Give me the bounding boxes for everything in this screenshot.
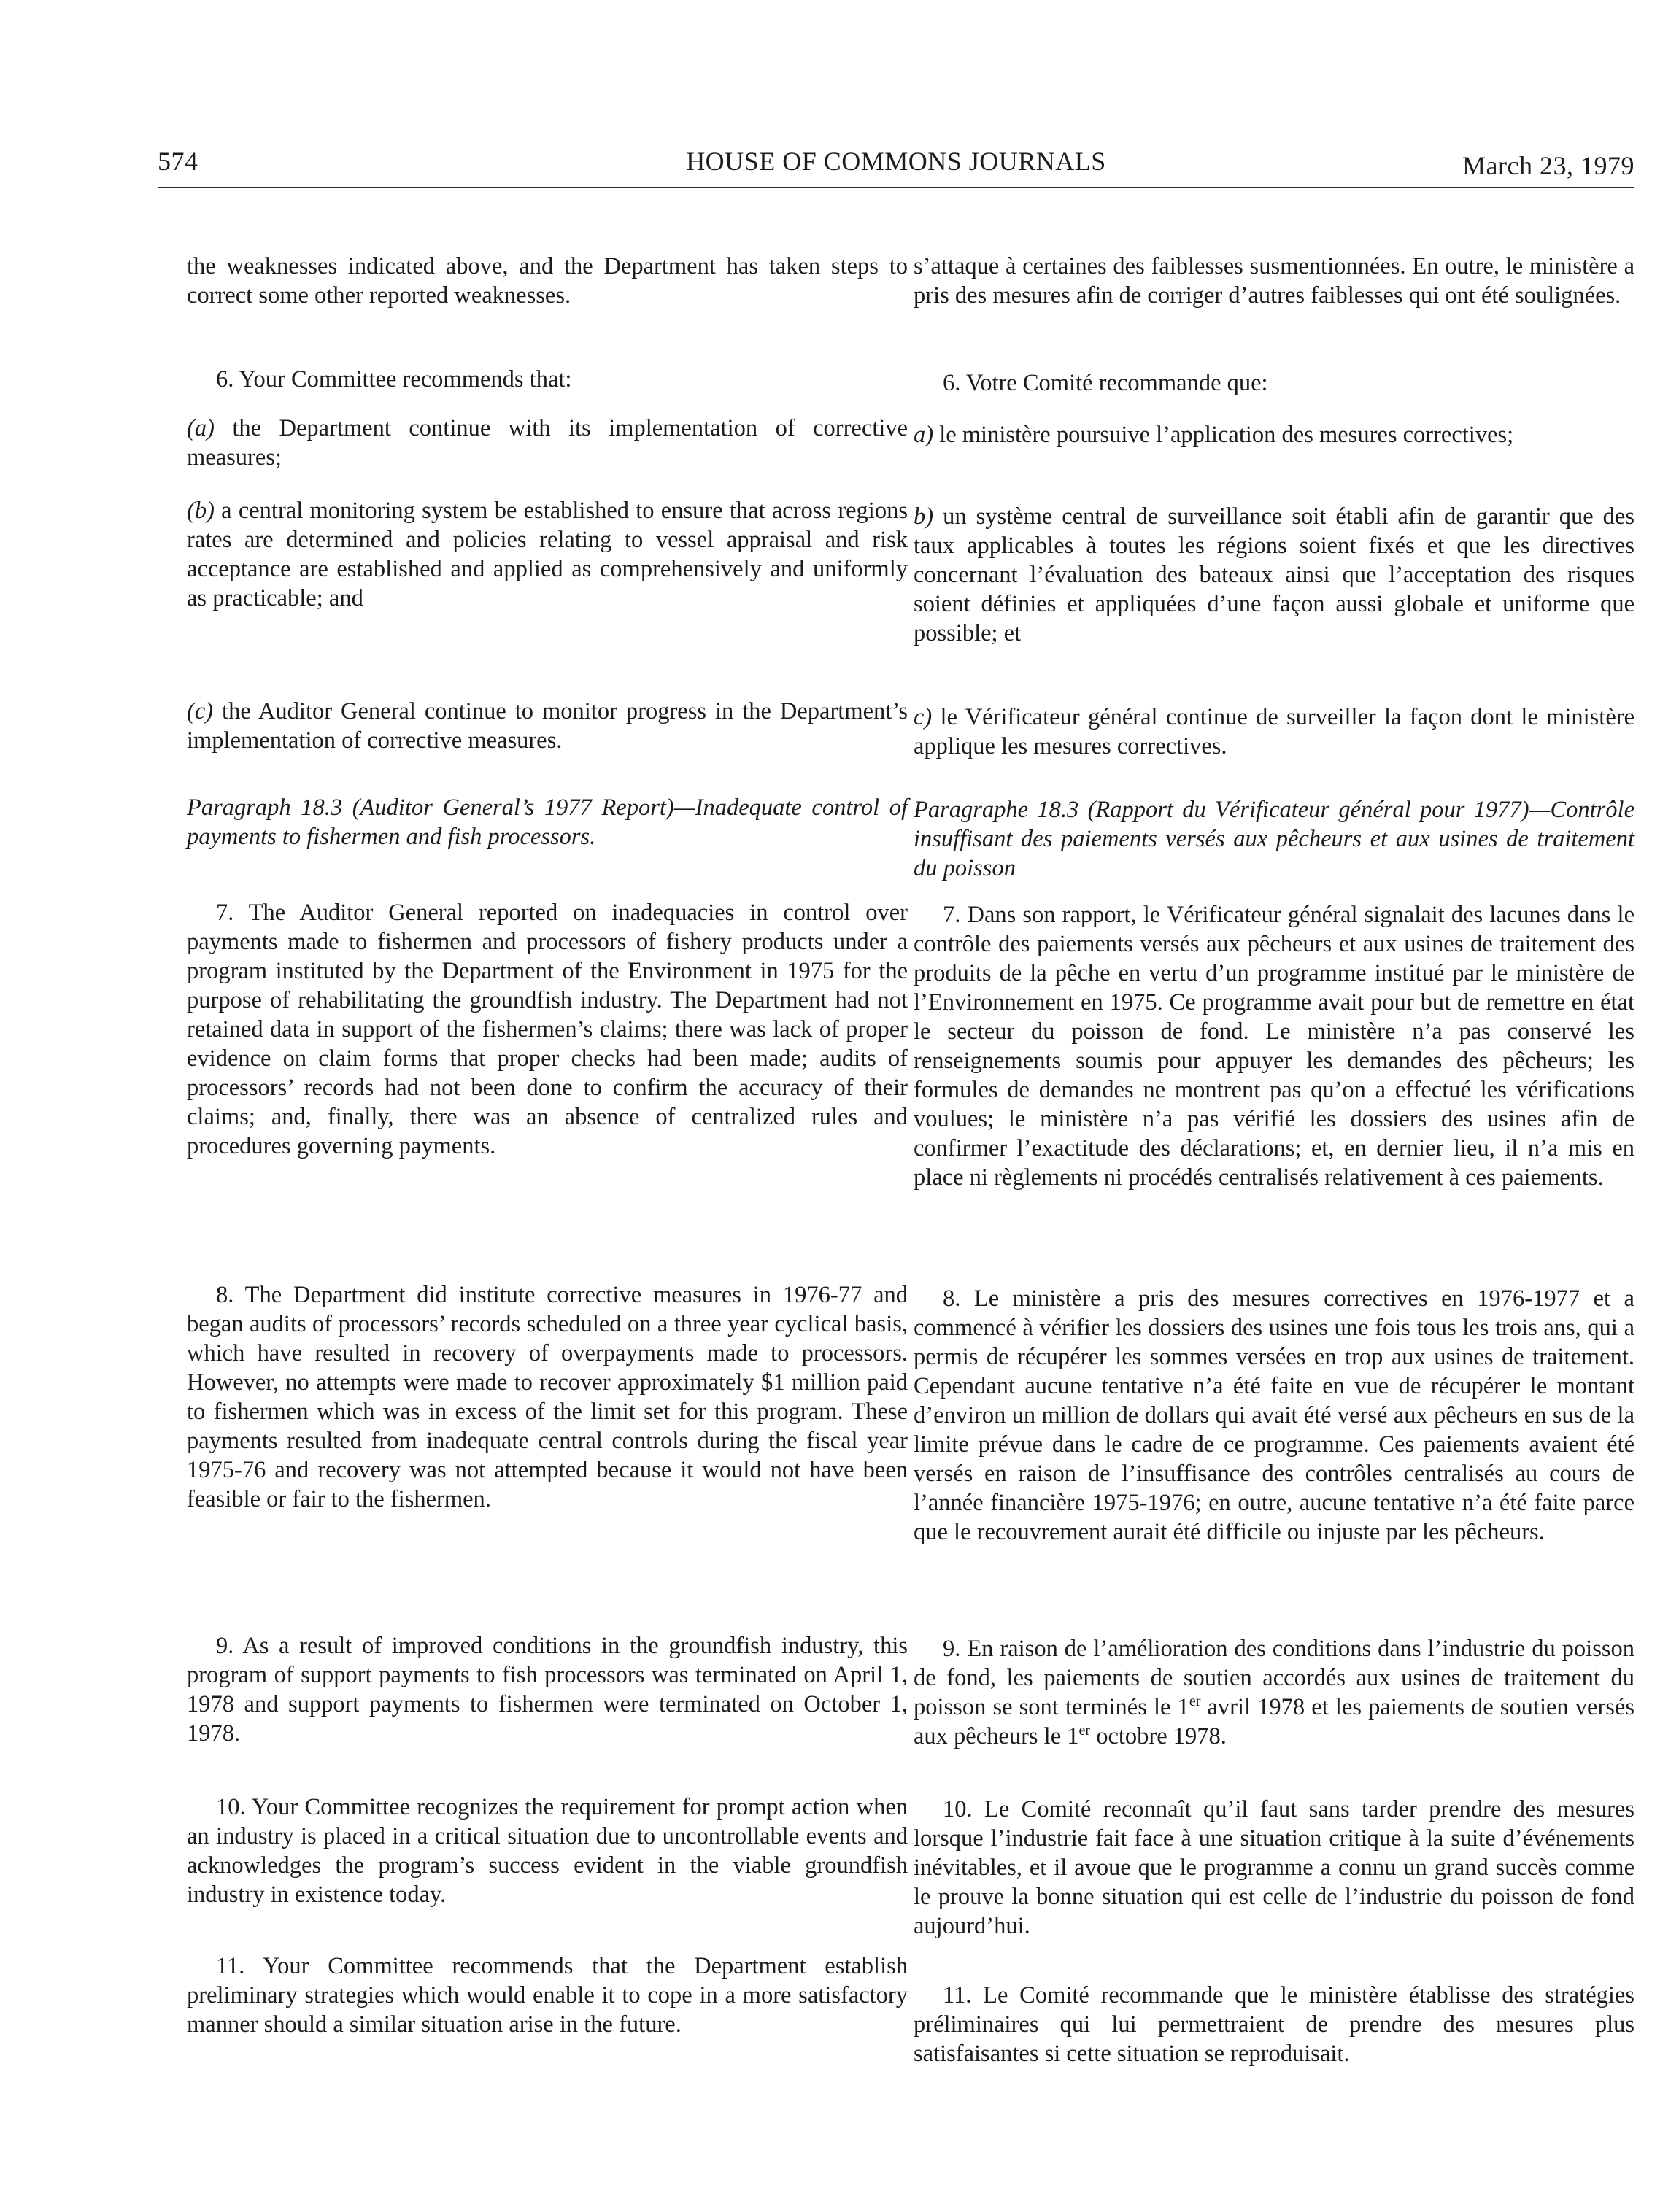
item-text: the Auditor General continue to monitor progress in the Department’s implementation of corrective measures. [187, 698, 908, 754]
page-header [158, 143, 1634, 188]
paragraph-8: 8. Le ministère a pris des mesures correctives en 1976-1977 et a commencé à vérifier les dossiers des usines une fois tous les trois ans, qui a permis de récupérer les sommes versées en trop aux usines de traitement. Cependant aucune tentative n’a été faite en vue de récupérer le montant d’environ un million de dollars qui avait été versé aux pêcheurs en sus de la limite prévue dans le cadre de ce programme. Ces paiements avaient été versés en raison de l’insuffisance des contrôles centralisés au cours de l’année financière 1975-1976; en outre, aucune tentative n’a été faite parce que le recouvrement aurait été difficile ou injuste par les pêcheurs. [914, 1285, 1634, 1545]
page-date: March 23, 1979 [1462, 151, 1634, 180]
paragraph-9: 9. As a result of improved conditions in the groundfish industry, this program of support payments to fish processors was terminated on April 1, 1978 and support payments to fishermen were terminated on October 1, 1978. [187, 1633, 908, 1747]
paragraph-7: 7. The Auditor General reported on inadequacies in control over payments made to fishermen and processors of fishery products under a program instituted by the Department of the Environment in 1975 for the purpose of rehabilitating the groundfish industry. The Department had not retained data in support of the fishermen’s claims; there was lack of proper evidence on claim forms that proper checks had been made; audits of processors’ records had not been done to confirm the accuracy of their claims; and, finally, there was an absence of centralized rules and procedures governing payments. [187, 900, 908, 1159]
paragraph-6-intro: 6. Votre Comité recommande que: [943, 370, 1268, 396]
ordinal-suffix: er [1078, 1722, 1091, 1739]
item-marker: b) [914, 503, 934, 530]
journal-title: HOUSE OF COMMONS JOURNALS [686, 147, 1106, 176]
item-marker: (c) [187, 698, 214, 724]
section-heading: Paragraphe 18.3 (Rapport du Vérificateur général pour 1977)—Contrôle insuffisant des paiements versés aux pêcheurs et aux usines de traitement du poisson [914, 797, 1634, 881]
item-marker: a) [914, 422, 934, 448]
paragraph-continuation: the weaknesses indicated above, and the Department has taken steps to correct some other reported weaknesses. [187, 253, 908, 309]
page-number: 574 [158, 147, 198, 176]
item-text: le Vérificateur général continue de surveiller la façon dont le ministère applique les mesures correctives. [914, 704, 1634, 759]
item-marker: (a) [187, 415, 215, 441]
ordinal-suffix: er [1189, 1693, 1201, 1710]
section-heading: Paragraph 18.3 (Auditor General’s 1977 Report)—Inadequate control of payments to fishermen and fish processors. [187, 794, 908, 850]
paragraph-9: 9. En raison de l’amélioration des conditions dans l’industrie du poisson de fond, les paiements de soutien accordés aux usines de traitement du poisson se sont terminés le 1er avril 1978 et les paiements de soutien versés aux pêcheurs le 1er octobre 1978. [914, 1636, 1634, 1749]
item-marker: (b) [187, 498, 215, 524]
paragraph-6c [187, 697, 908, 755]
paragraph-7: 7. Dans son rapport, le Vérificateur général signalait des lacunes dans le contrôle des paiements versés aux pêcheurs et aux usines de traitement des produits de la pêche en vertu d’un programme institué par le ministère de l’Environnement en 1975. Ce programme avait pour but de remettre en état le secteur du poisson de fond. Le ministère n’a pas conservé les renseignements soumis pour appuyer les demandes des pêcheurs; les formules de demandes ne montrent pas qu’on a effectué les vérifications voulues; le ministère n’a pas vérifié les dossiers des usines afin de confirmer l’exactitude des déclarations; et, en dernier lieu, il n’a mis en place ni règlements ni procédés centralisés relativement à ces paiements. [914, 902, 1634, 1191]
paragraph-6-intro: 6. Your Committee recommends that: [216, 366, 572, 392]
paragraph-6c [914, 703, 1634, 761]
paragraph-10: 10. Your Committee recognizes the requirement for prompt action when an industry is placed in a critical situation due to uncontrollable events and acknowledges the program’s success evident in the viable groundfish industry in existence today. [187, 1794, 908, 1908]
paragraph-6b [187, 496, 908, 613]
paragraph-8: 8. The Department did institute corrective measures in 1976-77 and began audits of processors’ records scheduled on a three year cyclical basis, which have resulted in recovery of overpayments made to processors. However, no attempts were made to recover approximately $1 million paid to fishermen which was in excess of the limit set for this program. These payments resulted from inadequate central controls during the fiscal year 1975-76 and recovery was not attempted because it would not have been feasible or fair to the fishermen. [187, 1282, 908, 1512]
paragraph-10: 10. Le Comité reconnaît qu’il faut sans tarder prendre des mesures lorsque l’industrie fait face à une situation critique à la suite d’événements inévitables, et il avoue que le programme a connu un grand succès comme le prouve la bonne situation qui est celle de l’industrie du poisson de fond aujourd’hui. [914, 1796, 1634, 1939]
item-marker: c) [914, 704, 933, 730]
paragraph-11: 11. Your Committee recommends that the Department establish preliminary strategies which would enable it to cope in a more satisfactory manner should a similar situation arise in the future. [187, 1953, 908, 2038]
paragraph-6a [914, 420, 1634, 449]
item-text: a central monitoring system be established to ensure that across regions rates are determined and policies relating to vessel appraisal and risk acceptance are established and applied as comprehensively and uniformly as practicable; and [187, 498, 908, 611]
item-text: un système central de surveillance soit établi afin de garantir que des taux applicables à toutes les régions soient fixés et que les directives concernant l’évaluation des bateaux ainsi que l’acceptation des risques soient définies et appliquées d’une façon aussi globale et uniforme que possible; et [914, 503, 1634, 646]
paragraph-6a [187, 414, 908, 472]
paragraph-6b [914, 502, 1634, 648]
paragraph-continuation: s’attaque à certaines des faiblesses susmentionnées. En outre, le ministère a pris des mesures afin de corriger d’autres faiblesses qui ont été soulignées. [914, 253, 1634, 309]
paragraph-11: 11. Le Comité recommande que le ministère établisse des stratégies préliminaires qui lui permettraient de prendre des mesures plus satisfaisantes si cette situation se reproduisait. [914, 1982, 1634, 2067]
item-text: le ministère poursuive l’application des mesures correctives; [933, 422, 1514, 448]
item-text: the Department continue with its implementation of corrective measures; [187, 415, 908, 471]
